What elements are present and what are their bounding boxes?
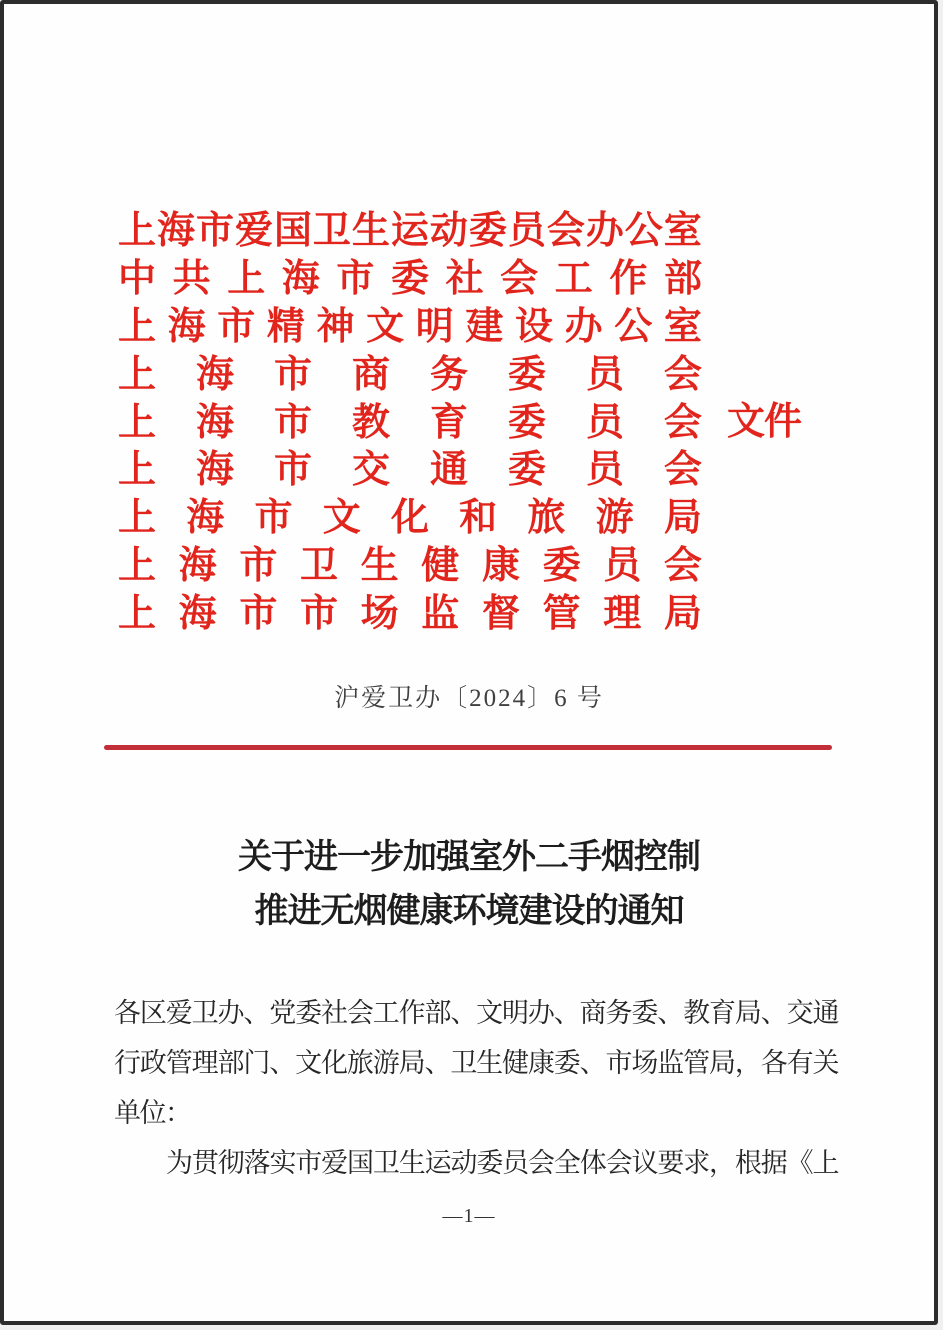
document-title-line-2: 推进无烟健康环境建设的通知 <box>254 893 684 930</box>
red-header-agency-list <box>118 203 702 633</box>
agency-line: 上 海 市 文 化 和 旅 游 局 <box>118 497 702 540</box>
red-divider-line <box>104 745 832 750</box>
agency-line: 上 海 市 市 场 监 督 管 理 局 <box>118 592 702 635</box>
body-text-line: 单位： <box>114 1098 191 1128</box>
agency-line: 上 海 市 交 通 委 员 会 <box>118 449 702 492</box>
document-title-line-1: 关于进一步加强室外二手烟控制 <box>238 839 700 876</box>
document-title <box>4 831 934 939</box>
agency-line: 上 海 市 精 神 文 明 建 设 办 公 室 <box>118 306 702 348</box>
page-number: —1— <box>442 1205 496 1227</box>
body-text-line: 行政管理部门、文化旅游局、卫生健康委、市场监管局，各有关 <box>114 1048 838 1078</box>
agency-line: 上 海 市 爱 国 卫 生 运 动 委 员 会 办 公 室 <box>118 210 702 253</box>
agency-line: 上 海 市 卫 生 健 康 委 员 会 <box>118 544 702 587</box>
body-text-line: 为贯彻落实市爱国卫生运动委员会全体会议要求，根据《上 <box>166 1148 838 1178</box>
agency-line: 上 海 市 商 务 委 员 会 <box>118 353 702 396</box>
body-text-line: 各区爱卫办、党委社会工作部、文明办、商务委、教育局、交通 <box>114 998 838 1028</box>
agency-line: 中 共 上 海 市 委 社 会 工 作 部 <box>118 258 702 301</box>
doc-type-label: 文件 <box>727 401 802 444</box>
agency-line: 上 海 市 教 育 委 员 会 <box>118 401 702 444</box>
doc-number: 沪爱卫办〔2024〕6 号 <box>334 685 604 712</box>
body-text <box>114 988 838 1188</box>
